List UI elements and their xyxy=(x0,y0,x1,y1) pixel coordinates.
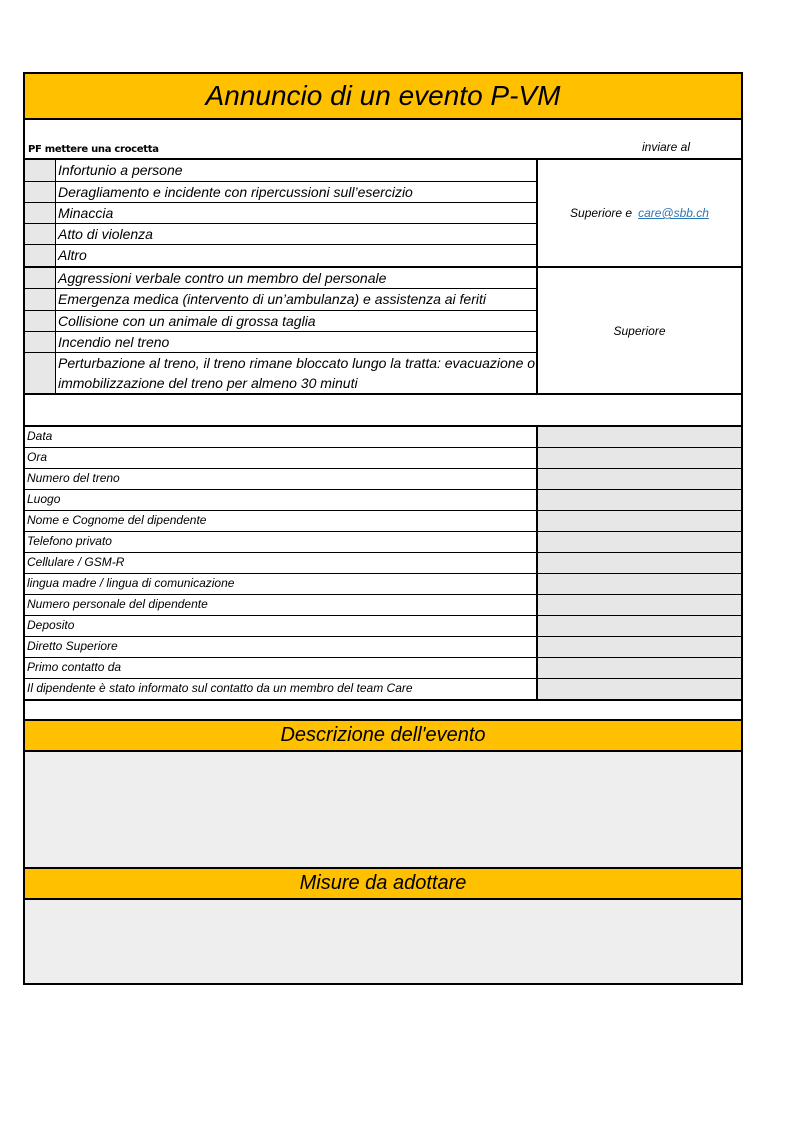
field-label: Il dipendente è stato informato sul contatto da un membro del team Care xyxy=(25,679,538,699)
field-input[interactable] xyxy=(538,427,741,447)
field-input[interactable] xyxy=(538,448,741,468)
recipient-label: Superiore e xyxy=(570,206,633,220)
field-row xyxy=(25,574,741,595)
event-option-label: Aggressioni verbale contro un membro del personale xyxy=(58,270,387,286)
event-option-row xyxy=(25,224,536,245)
measures-textarea[interactable] xyxy=(25,900,741,983)
care-email-link[interactable]: care@sbb.ch xyxy=(638,206,709,220)
measures-section-title: Misure da adottare xyxy=(25,869,741,900)
event-report-form xyxy=(23,72,743,985)
event-checkbox[interactable] xyxy=(25,332,56,352)
field-row xyxy=(25,658,741,679)
form-title: Annuncio di un evento P-VM xyxy=(25,74,741,120)
event-checkbox[interactable] xyxy=(25,245,56,266)
instruction-row xyxy=(25,120,741,160)
field-label: Numero del treno xyxy=(25,469,538,489)
event-checkbox[interactable] xyxy=(25,353,56,393)
description-textarea[interactable] xyxy=(25,752,741,869)
event-checkbox[interactable] xyxy=(25,289,56,310)
field-input[interactable] xyxy=(538,637,741,657)
event-group-superior-recipient xyxy=(538,268,741,393)
field-label: lingua madre / lingua di comunicazione xyxy=(25,574,538,594)
event-option-row xyxy=(25,203,536,224)
event-checkbox[interactable] xyxy=(25,160,56,181)
field-input[interactable] xyxy=(538,574,741,594)
event-option-label: Perturbazione al treno, il treno rimane bloccato lungo la tratta: evacuazione o immobilizzazione del treno per almeno 30 minuti xyxy=(58,355,536,391)
field-label: Deposito xyxy=(25,616,538,636)
field-input[interactable] xyxy=(538,553,741,573)
field-input[interactable] xyxy=(538,679,741,699)
event-checkbox[interactable] xyxy=(25,182,56,202)
field-row xyxy=(25,511,741,532)
instruction-send-label: inviare al xyxy=(641,140,691,154)
event-checkbox[interactable] xyxy=(25,268,56,288)
event-group-care xyxy=(25,160,741,268)
event-option-row xyxy=(25,268,536,289)
event-option-row xyxy=(25,245,536,266)
instruction-check-label: PF mettere una crocetta xyxy=(28,144,159,155)
field-row xyxy=(25,637,741,658)
event-option-label: Altro xyxy=(58,247,87,263)
event-option-row xyxy=(25,160,536,182)
spacer-row xyxy=(25,701,741,721)
event-option-row xyxy=(25,311,536,332)
event-option-row xyxy=(25,289,536,311)
event-option-label: Collisione con un animale di grossa taglia xyxy=(58,313,316,329)
field-label: Telefono privato xyxy=(25,532,538,552)
event-group-care-list xyxy=(25,160,538,266)
field-row xyxy=(25,469,741,490)
event-group-superior xyxy=(25,268,741,395)
field-input[interactable] xyxy=(538,616,741,636)
field-label: Nome e Cognome del dipendente xyxy=(25,511,538,531)
field-label: Data xyxy=(25,427,538,447)
field-input[interactable] xyxy=(538,532,741,552)
field-label: Luogo xyxy=(25,490,538,510)
details-fields xyxy=(25,427,741,701)
field-input[interactable] xyxy=(538,658,741,678)
field-input[interactable] xyxy=(538,511,741,531)
field-label: Numero personale del dipendente xyxy=(25,595,538,615)
field-row xyxy=(25,448,741,469)
field-row xyxy=(25,490,741,511)
field-row xyxy=(25,532,741,553)
field-input[interactable] xyxy=(538,469,741,489)
event-checkbox[interactable] xyxy=(25,224,56,244)
spacer-row xyxy=(25,395,741,427)
recipient-label: Superiore xyxy=(613,323,666,338)
field-row xyxy=(25,616,741,637)
event-option-label: Deragliamento e incidente con ripercussioni sull’esercizio xyxy=(58,184,413,200)
field-row xyxy=(25,595,741,616)
event-option-label: Incendio nel treno xyxy=(58,334,170,350)
event-option-label: Minaccia xyxy=(58,205,114,221)
description-section-title: Descrizione dell'evento xyxy=(25,721,741,752)
field-label: Primo contatto da xyxy=(25,658,538,678)
field-label: Diretto Superiore xyxy=(25,637,538,657)
event-option-row xyxy=(25,332,536,353)
event-checkbox[interactable] xyxy=(25,203,56,223)
field-label: Ora xyxy=(25,448,538,468)
event-group-care-recipient xyxy=(538,160,741,266)
field-row xyxy=(25,427,741,448)
event-option-label: Infortunio a persone xyxy=(58,162,183,178)
field-row xyxy=(25,679,741,701)
event-group-superior-list xyxy=(25,268,538,393)
field-label: Cellulare / GSM-R xyxy=(25,553,538,573)
field-input[interactable] xyxy=(538,490,741,510)
field-row xyxy=(25,553,741,574)
event-option-row xyxy=(25,182,536,203)
event-option-label: Atto di violenza xyxy=(58,226,153,242)
event-option-row xyxy=(25,353,536,393)
event-checkbox[interactable] xyxy=(25,311,56,331)
field-input[interactable] xyxy=(538,595,741,615)
event-option-label: Emergenza medica (intervento di un’ambulanza) e assistenza ai feriti xyxy=(58,291,486,307)
